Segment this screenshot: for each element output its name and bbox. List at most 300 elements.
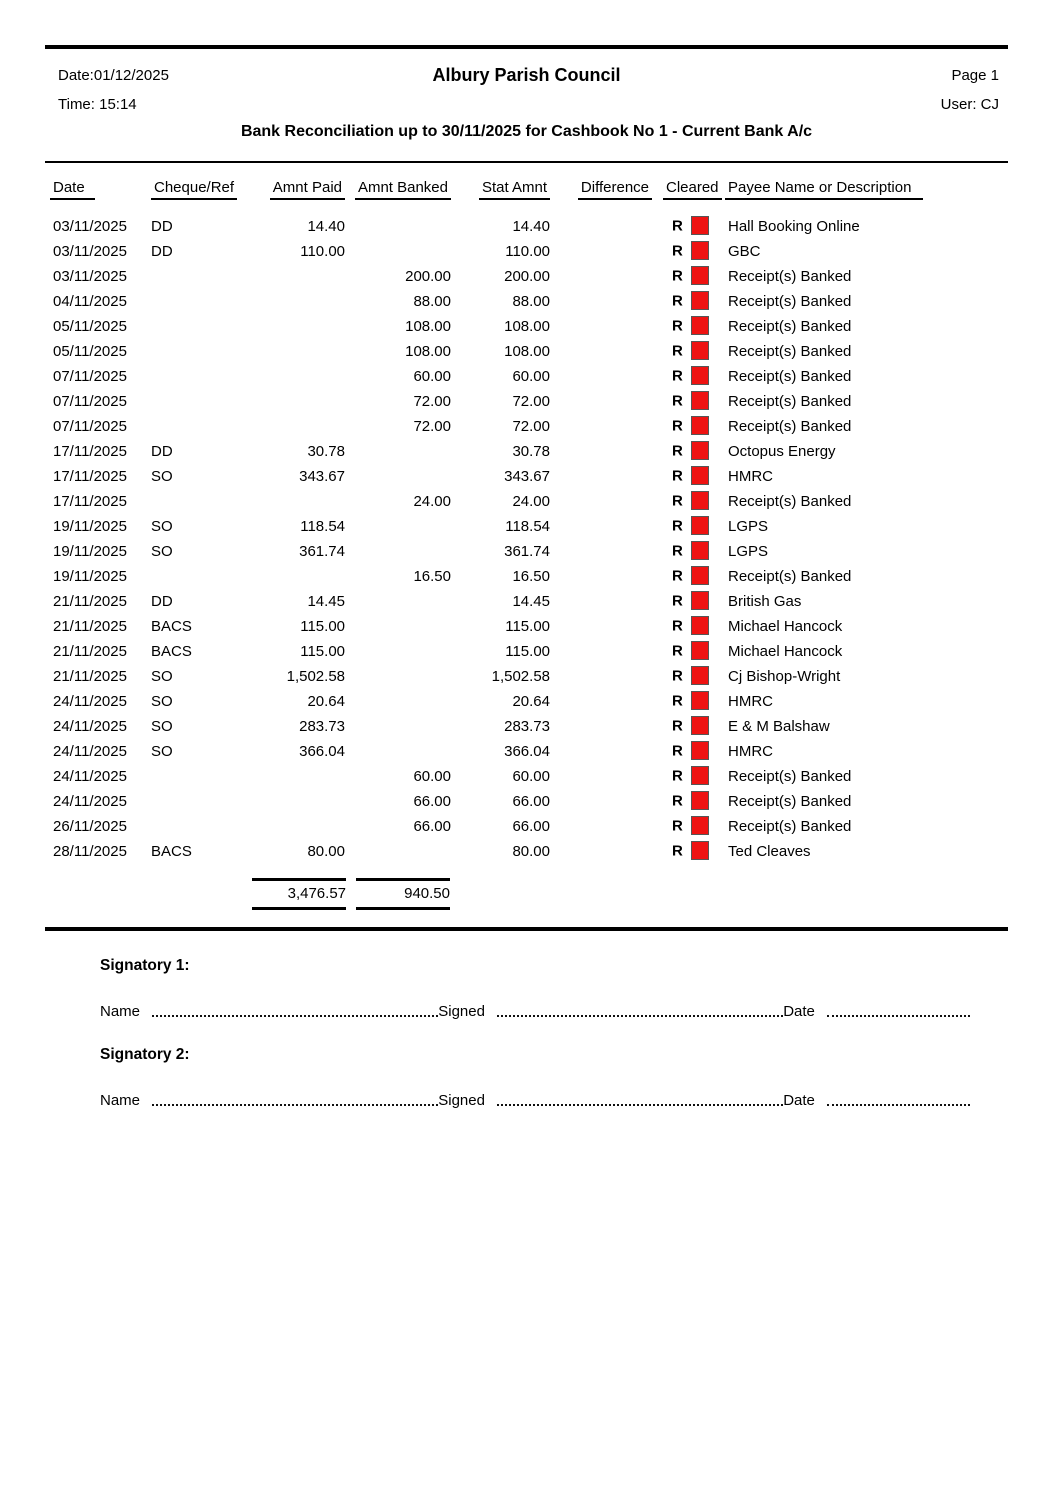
cleared-marker-icon <box>691 716 709 735</box>
cleared-flag: R <box>672 292 683 310</box>
cell-amnt-banked: 66.00 <box>413 818 451 835</box>
cell-payee: HMRC <box>728 468 773 485</box>
cell-cleared <box>652 589 728 614</box>
cell-stat-amnt: 24.00 <box>512 493 550 510</box>
cell-amnt-banked <box>345 839 451 864</box>
cell-amnt-paid: 115.00 <box>300 643 345 660</box>
cell-amnt-paid: 1,502.58 <box>286 668 345 685</box>
cell-stat-amnt: 361.74 <box>504 543 550 560</box>
cell-amnt-banked <box>345 664 451 689</box>
cell-date: 19/11/2025 <box>53 543 127 560</box>
signatory-2-row <box>100 1092 970 1109</box>
cell-amnt-banked: 66.00 <box>413 793 451 810</box>
table-row <box>45 564 1008 589</box>
cell-amnt-banked <box>345 639 451 664</box>
cell-cleared <box>652 339 728 364</box>
page-number: Page 1 <box>951 67 999 84</box>
cell-date: 24/11/2025 <box>53 693 127 710</box>
cell-amnt-banked <box>345 239 451 264</box>
cell-payee: Receipt(s) Banked <box>728 293 852 310</box>
cell-payee: HMRC <box>728 743 773 760</box>
table-row <box>45 839 1008 864</box>
cell-difference <box>550 564 652 589</box>
cell-payee: Receipt(s) Banked <box>728 818 852 835</box>
report-user: User: CJ <box>940 96 999 113</box>
cell-cheque-ref: SO <box>151 543 173 560</box>
cell-amnt-banked <box>345 214 451 239</box>
cell-amnt-banked <box>345 714 451 739</box>
cell-stat-amnt: 66.00 <box>512 818 550 835</box>
cell-cleared <box>652 789 728 814</box>
cleared-marker-icon <box>691 616 709 635</box>
column-header-amnt-paid: Amnt Paid <box>251 179 345 214</box>
cell-cheque-ref: SO <box>151 718 173 735</box>
cell-payee: Michael Hancock <box>728 643 843 660</box>
cell-stat-amnt: 115.00 <box>505 618 550 635</box>
cell-cleared <box>652 639 728 664</box>
table-row <box>45 714 1008 739</box>
cell-payee: Receipt(s) Banked <box>728 493 852 510</box>
cell-difference <box>550 339 652 364</box>
table-row <box>45 489 1008 514</box>
table-row <box>45 539 1008 564</box>
cell-difference <box>550 539 652 564</box>
cell-date: 04/11/2025 <box>53 293 127 310</box>
cleared-marker-icon <box>691 366 709 385</box>
cleared-marker-icon <box>691 641 709 660</box>
table-row <box>45 364 1008 389</box>
table-row <box>45 214 1008 239</box>
cell-cheque-ref <box>151 764 251 789</box>
cell-stat-amnt: 14.45 <box>512 593 550 610</box>
cell-cleared <box>652 314 728 339</box>
cleared-marker-icon <box>691 816 709 835</box>
cleared-marker-icon <box>691 316 709 335</box>
cell-cleared <box>652 739 728 764</box>
cell-amnt-paid: 14.45 <box>307 593 345 610</box>
total-amnt-banked-cell <box>345 864 451 911</box>
cleared-marker-icon <box>691 841 709 860</box>
cell-date: 26/11/2025 <box>53 818 127 835</box>
cleared-flag: R <box>672 642 683 660</box>
cleared-flag: R <box>672 342 683 360</box>
cell-amnt-banked: 24.00 <box>413 493 451 510</box>
table-row <box>45 339 1008 364</box>
cell-difference <box>550 389 652 414</box>
cell-cleared <box>652 714 728 739</box>
cell-date: 19/11/2025 <box>53 518 127 535</box>
cleared-marker-icon <box>691 741 709 760</box>
cell-amnt-banked: 60.00 <box>413 368 451 385</box>
cell-date: 05/11/2025 <box>53 318 127 335</box>
cell-difference <box>550 739 652 764</box>
signatory-1-heading: Signatory 1: <box>100 957 190 974</box>
cell-date: 17/11/2025 <box>53 443 127 460</box>
cell-amnt-paid <box>251 289 345 314</box>
total-amnt-paid: 3,476.57 <box>252 878 346 910</box>
cell-cheque-ref <box>151 289 251 314</box>
cell-amnt-paid: 115.00 <box>300 618 345 635</box>
cell-amnt-paid <box>251 314 345 339</box>
cell-amnt-banked: 88.00 <box>413 293 451 310</box>
cell-payee: Michael Hancock <box>728 618 843 635</box>
cell-cleared <box>652 814 728 839</box>
page-title: Albury Parish Council <box>432 65 621 85</box>
cell-cheque-ref <box>151 389 251 414</box>
table-bottom-divider <box>45 927 1008 931</box>
cell-amnt-banked: 200.00 <box>405 268 451 285</box>
cleared-marker-icon <box>691 541 709 560</box>
cell-cleared <box>652 289 728 314</box>
cell-difference <box>550 714 652 739</box>
cell-payee: Receipt(s) Banked <box>728 368 852 385</box>
signed-label: Signed <box>438 1092 485 1109</box>
cell-date: 03/11/2025 <box>53 243 127 260</box>
cell-difference <box>550 289 652 314</box>
cell-cheque-ref: DD <box>151 243 173 260</box>
cell-amnt-paid: 366.04 <box>299 743 345 760</box>
cell-cheque-ref <box>151 814 251 839</box>
cell-cleared <box>652 464 728 489</box>
cell-stat-amnt: 66.00 <box>512 793 550 810</box>
name-signature-line <box>152 1104 438 1106</box>
cell-cheque-ref <box>151 339 251 364</box>
date-label: Date <box>783 1092 815 1109</box>
date-label: Date <box>783 1003 815 1020</box>
cleared-flag: R <box>672 792 683 810</box>
cleared-marker-icon <box>691 341 709 360</box>
cell-payee: Receipt(s) Banked <box>728 793 852 810</box>
cell-amnt-banked <box>345 439 451 464</box>
report-header <box>45 49 1008 119</box>
cell-difference <box>550 814 652 839</box>
cell-payee: GBC <box>728 243 761 260</box>
column-header-payee: Payee Name or Description <box>728 179 1008 214</box>
cell-amnt-paid <box>251 789 345 814</box>
cell-amnt-banked <box>345 689 451 714</box>
cell-amnt-banked <box>345 514 451 539</box>
table-row <box>45 789 1008 814</box>
cell-amnt-paid <box>251 564 345 589</box>
column-header-stat-amnt: Stat Amnt <box>451 179 550 214</box>
cell-stat-amnt: 20.64 <box>512 693 550 710</box>
date-signature-line <box>827 1015 970 1017</box>
table-row <box>45 689 1008 714</box>
cell-payee: LGPS <box>728 518 769 535</box>
column-header-amnt-banked: Amnt Banked <box>345 179 451 214</box>
cell-payee: Receipt(s) Banked <box>728 343 852 360</box>
name-label: Name <box>100 1092 141 1109</box>
header-divider <box>45 161 1008 163</box>
cell-date: 24/11/2025 <box>53 768 127 785</box>
cell-cleared <box>652 514 728 539</box>
cell-stat-amnt: 283.73 <box>504 718 550 735</box>
cell-stat-amnt: 88.00 <box>512 293 550 310</box>
cell-cleared <box>652 664 728 689</box>
table-row <box>45 589 1008 614</box>
cell-payee: Receipt(s) Banked <box>728 568 852 585</box>
cell-stat-amnt: 60.00 <box>512 368 550 385</box>
cell-payee: Receipt(s) Banked <box>728 318 852 335</box>
cell-cleared <box>652 389 728 414</box>
column-header-date: Date <box>45 179 151 214</box>
cell-cleared <box>652 489 728 514</box>
column-header-cheque-ref: Cheque/Ref <box>151 179 251 214</box>
cleared-marker-icon <box>691 391 709 410</box>
cell-date: 21/11/2025 <box>53 668 127 685</box>
cell-cheque-ref <box>151 364 251 389</box>
cleared-flag: R <box>672 492 683 510</box>
name-signature-line <box>152 1015 438 1017</box>
cell-cheque-ref <box>151 789 251 814</box>
cell-date: 24/11/2025 <box>53 793 127 810</box>
cell-amnt-paid: 283.73 <box>299 718 345 735</box>
cell-amnt-paid: 20.64 <box>307 693 345 710</box>
cleared-flag: R <box>672 517 683 535</box>
cleared-marker-icon <box>691 291 709 310</box>
table-row <box>45 314 1008 339</box>
cleared-marker-icon <box>691 491 709 510</box>
cell-amnt-paid <box>251 264 345 289</box>
cell-payee: Octopus Energy <box>728 443 836 460</box>
cell-cleared <box>652 414 728 439</box>
cell-difference <box>550 239 652 264</box>
cell-stat-amnt: 108.00 <box>504 343 550 360</box>
cell-stat-amnt: 14.40 <box>512 218 550 235</box>
cell-amnt-banked <box>345 539 451 564</box>
report-subtitle: Bank Reconciliation up to 30/11/2025 for Cashbook No 1 - Current Bank A/c <box>240 123 813 140</box>
cell-difference <box>550 439 652 464</box>
cleared-flag: R <box>672 717 683 735</box>
cleared-marker-icon <box>691 216 709 235</box>
cell-cheque-ref <box>151 489 251 514</box>
cell-amnt-paid: 110.00 <box>300 243 345 260</box>
table-row <box>45 414 1008 439</box>
cleared-marker-icon <box>691 416 709 435</box>
cleared-flag: R <box>672 617 683 635</box>
cell-cheque-ref: BACS <box>151 618 192 635</box>
cell-amnt-banked <box>345 739 451 764</box>
table-row <box>45 664 1008 689</box>
cell-payee: British Gas <box>728 593 802 610</box>
column-header-cleared: Cleared <box>652 179 728 214</box>
cell-cheque-ref <box>151 414 251 439</box>
cell-date: 28/11/2025 <box>53 843 127 860</box>
cell-difference <box>550 764 652 789</box>
cell-payee: Receipt(s) Banked <box>728 418 852 435</box>
cell-cheque-ref: SO <box>151 743 173 760</box>
cleared-marker-icon <box>691 691 709 710</box>
cell-date: 21/11/2025 <box>53 593 127 610</box>
cleared-flag: R <box>672 442 683 460</box>
cell-stat-amnt: 343.67 <box>504 468 550 485</box>
cleared-flag: R <box>672 217 683 235</box>
cell-difference <box>550 789 652 814</box>
cell-payee: LGPS <box>728 543 769 560</box>
cell-cheque-ref: SO <box>151 518 173 535</box>
reconciliation-table <box>45 179 1008 911</box>
cell-stat-amnt: 60.00 <box>512 768 550 785</box>
cell-stat-amnt: 200.00 <box>504 268 550 285</box>
cell-stat-amnt: 72.00 <box>512 393 550 410</box>
cell-amnt-banked: 60.00 <box>413 768 451 785</box>
cell-date: 03/11/2025 <box>53 218 127 235</box>
table-row <box>45 264 1008 289</box>
table-row <box>45 514 1008 539</box>
cleared-flag: R <box>672 367 683 385</box>
cell-amnt-paid <box>251 764 345 789</box>
cleared-marker-icon <box>691 241 709 260</box>
signed-label: Signed <box>438 1003 485 1020</box>
cell-amnt-banked: 108.00 <box>405 318 451 335</box>
total-amnt-banked: 940.50 <box>356 878 450 910</box>
table-row <box>45 739 1008 764</box>
name-label: Name <box>100 1003 141 1020</box>
cell-stat-amnt: 115.00 <box>505 643 550 660</box>
cell-payee: Receipt(s) Banked <box>728 268 852 285</box>
cell-difference <box>550 414 652 439</box>
cleared-marker-icon <box>691 791 709 810</box>
cell-cleared <box>652 689 728 714</box>
date-signature-line <box>827 1104 970 1106</box>
cell-cheque-ref: DD <box>151 218 173 235</box>
cell-amnt-paid: 80.00 <box>307 843 345 860</box>
cell-difference <box>550 514 652 539</box>
cell-payee: HMRC <box>728 693 773 710</box>
cell-cleared <box>652 614 728 639</box>
cleared-marker-icon <box>691 591 709 610</box>
cell-amnt-paid: 14.40 <box>307 218 345 235</box>
cell-cleared <box>652 239 728 264</box>
cell-stat-amnt: 1,502.58 <box>491 668 550 685</box>
cell-difference <box>550 664 652 689</box>
cleared-marker-icon <box>691 516 709 535</box>
cell-cheque-ref <box>151 314 251 339</box>
cell-difference <box>550 214 652 239</box>
cell-difference <box>550 839 652 864</box>
cell-date: 19/11/2025 <box>53 568 127 585</box>
cleared-flag: R <box>672 467 683 485</box>
cell-difference <box>550 314 652 339</box>
cell-cheque-ref <box>151 564 251 589</box>
cell-amnt-paid <box>251 364 345 389</box>
cell-cheque-ref: BACS <box>151 843 192 860</box>
report-time: Time: 15:14 <box>58 96 137 113</box>
table-row <box>45 464 1008 489</box>
cell-stat-amnt: 366.04 <box>504 743 550 760</box>
signed-signature-line <box>497 1104 783 1106</box>
cell-date: 05/11/2025 <box>53 343 127 360</box>
cleared-flag: R <box>672 317 683 335</box>
cell-payee: E & M Balshaw <box>728 718 830 735</box>
cell-date: 17/11/2025 <box>53 493 127 510</box>
cleared-marker-icon <box>691 441 709 460</box>
cell-payee: Cj Bishop-Wright <box>728 668 841 685</box>
cell-cheque-ref: SO <box>151 468 173 485</box>
cell-amnt-paid <box>251 389 345 414</box>
cell-difference <box>550 264 652 289</box>
cleared-flag: R <box>672 267 683 285</box>
cleared-flag: R <box>672 242 683 260</box>
signed-signature-line <box>497 1015 783 1017</box>
cell-difference <box>550 689 652 714</box>
table-row <box>45 614 1008 639</box>
table-row <box>45 239 1008 264</box>
cell-amnt-paid <box>251 814 345 839</box>
cell-date: 17/11/2025 <box>53 468 127 485</box>
cleared-flag: R <box>672 692 683 710</box>
cell-payee: Receipt(s) Banked <box>728 768 852 785</box>
cell-amnt-banked: 16.50 <box>413 568 451 585</box>
cell-date: 21/11/2025 <box>53 618 127 635</box>
cell-amnt-paid: 118.54 <box>300 518 345 535</box>
cell-cheque-ref: SO <box>151 668 173 685</box>
cell-cleared <box>652 364 728 389</box>
cell-amnt-paid: 30.78 <box>307 443 345 460</box>
cell-stat-amnt: 72.00 <box>512 418 550 435</box>
cell-difference <box>550 364 652 389</box>
cell-date: 07/11/2025 <box>53 368 127 385</box>
cleared-flag: R <box>672 542 683 560</box>
cleared-flag: R <box>672 592 683 610</box>
cell-stat-amnt: 16.50 <box>512 568 550 585</box>
cell-cheque-ref: SO <box>151 693 173 710</box>
cell-amnt-banked <box>345 464 451 489</box>
cleared-flag: R <box>672 767 683 785</box>
cell-cleared <box>652 564 728 589</box>
totals-row <box>45 864 1008 911</box>
cell-amnt-paid: 343.67 <box>299 468 345 485</box>
cell-cheque-ref: DD <box>151 593 173 610</box>
column-header-difference: Difference <box>550 179 652 214</box>
cell-amnt-paid <box>251 489 345 514</box>
cell-payee: Hall Booking Online <box>728 218 860 235</box>
cell-amnt-paid <box>251 414 345 439</box>
table-row <box>45 814 1008 839</box>
cell-difference <box>550 489 652 514</box>
cleared-flag: R <box>672 392 683 410</box>
cell-amnt-banked: 108.00 <box>405 343 451 360</box>
table-header-row <box>45 179 1008 214</box>
cleared-marker-icon <box>691 766 709 785</box>
cell-cleared <box>652 839 728 864</box>
cleared-flag: R <box>672 817 683 835</box>
cell-amnt-banked <box>345 589 451 614</box>
cell-cheque-ref: BACS <box>151 643 192 660</box>
cleared-flag: R <box>672 842 683 860</box>
cell-amnt-paid <box>251 339 345 364</box>
cell-amnt-paid: 361.74 <box>299 543 345 560</box>
cleared-flag: R <box>672 567 683 585</box>
cell-payee: Ted Cleaves <box>728 843 811 860</box>
signatory-1-row <box>100 1003 970 1020</box>
signatory-2-heading: Signatory 2: <box>100 1046 190 1063</box>
cell-cleared <box>652 439 728 464</box>
cleared-marker-icon <box>691 566 709 585</box>
cell-difference <box>550 614 652 639</box>
cell-stat-amnt: 118.54 <box>505 518 550 535</box>
cleared-marker-icon <box>691 266 709 285</box>
cell-amnt-banked <box>345 614 451 639</box>
cell-amnt-banked: 72.00 <box>413 393 451 410</box>
cell-cleared <box>652 264 728 289</box>
cleared-flag: R <box>672 742 683 760</box>
cleared-marker-icon <box>691 666 709 685</box>
cell-cleared <box>652 539 728 564</box>
cell-payee: Receipt(s) Banked <box>728 393 852 410</box>
cell-date: 03/11/2025 <box>53 268 127 285</box>
table-row <box>45 439 1008 464</box>
